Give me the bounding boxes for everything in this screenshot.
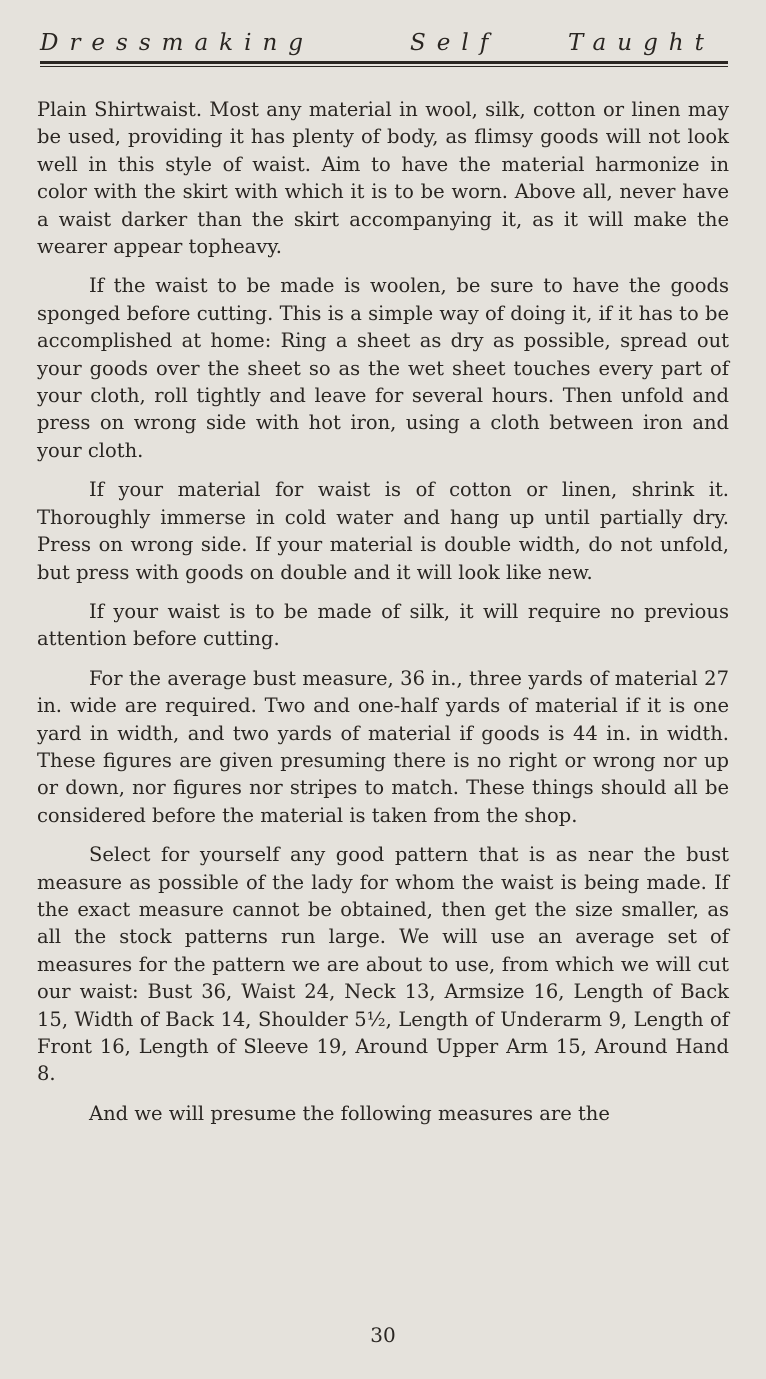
header-title-word-2: Self — [410, 30, 500, 56]
running-header — [40, 30, 730, 60]
page-number: 30 — [370, 1323, 396, 1347]
paragraph: Plain Shirtwaist. Most any material in wool, silk, cotton or linen may be used, providing it has plenty of body, as flimsy goods will not look well in this style of waist. Aim to have the material harmonize in color with the skirt with which it is to be worn. Above all, never have a waist darker than the skirt accompanying it, as it will make the wearer appear topheavy. — [37, 98, 729, 259]
paragraph: For the average bust measure, 36 in., three yards of material 27 in. wide are required. Two and one-half yards of material if it is one yard in width, and two yards of material if goods is 44 in. in width. These figures are given presuming there is no right or wrong nor up or down, nor figures nor stripes to match. These things should all be considered before the material is taken from the shop. — [37, 666, 729, 827]
paragraph: Select for yourself any good pattern that is as near the bust measure as possible of the lady for whom the waist is being made. If the exact measure cannot be obtained, then get the size smaller, as all the stock patterns run large. We will use an average set of measures for the pattern we are about to use, from which we will cut our waist: Bust 36, Waist 24, Neck 13, Armsize 16, Length of Back 15, Width of Back 14, Shoulder 5½, Length of Underarm 9, Length of Front 16, Length of Sleeve 19, Around Upper Arm 15, Around Hand 8. — [37, 843, 729, 1086]
header-title-word-3: Taught — [568, 30, 715, 56]
paragraph: And we will presume the following measures are the — [89, 1101, 610, 1125]
header-title-word-1: Dressmaking — [40, 30, 315, 56]
paragraph: If your waist is to be made of silk, it will require no previous attention before cutting. — [37, 599, 729, 651]
header-rule-thick — [40, 61, 728, 64]
paragraph: If your material for waist is of cotton or linen, shrink it. Thoroughly immerse in cold water and hang up until partially dry. Press on wrong side. If your material is double width, do not unfold, but press with goods on double and it will look like new. — [37, 478, 729, 584]
paragraph: If the waist to be made is woolen, be sure to have the goods sponged before cutting. This is a simple way of doing it, if it has to be accomplished at home: Ring a sheet as dry as possible, spread out your goods over the sheet so as the wet sheet touches every part of your cloth, roll tightly and leave for several hours. Then unfold and press on wrong side with hot iron, using a cloth between iron and your cloth. — [37, 274, 729, 462]
page-body — [37, 96, 729, 1139]
header-rule-thin — [40, 66, 728, 67]
